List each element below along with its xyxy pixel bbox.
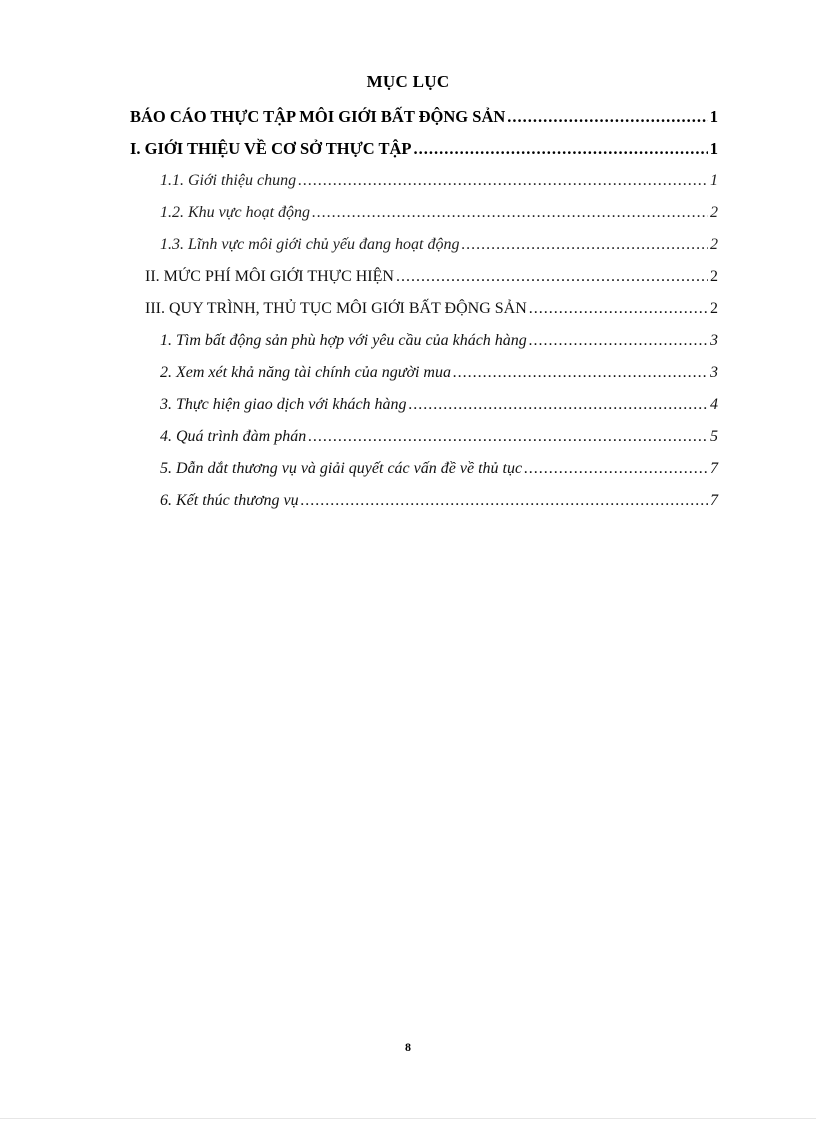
- toc-entry-label: 1.1. Giới thiệu chung: [160, 172, 297, 189]
- toc-title: MỤC LỤC: [366, 72, 450, 91]
- toc-entry-1-1[interactable]: [160, 166, 718, 196]
- toc-page-number: 7: [710, 492, 718, 509]
- toc-entry-label: 3. Thực hiện giao dịch với khách hàng: [160, 396, 407, 413]
- toc-entry-label: 5. Dẫn dắt thương vụ và giải quyết các vấn đề về thủ tục: [160, 460, 523, 477]
- toc-leader-dots: [308, 422, 708, 452]
- toc-page-number: 1: [709, 139, 718, 158]
- toc-page-number: 5: [710, 428, 718, 445]
- toc-page-number: 7: [710, 460, 718, 477]
- toc-page-number: 4: [710, 396, 718, 413]
- toc-entry-label: II. MỨC PHÍ MÔI GIỚI THỰC HIỆN: [145, 268, 394, 285]
- toc-leader-dots: [453, 358, 708, 388]
- toc-entry-label: 1.3. Lĩnh vực môi giới chủ yếu đang hoạt động: [160, 236, 460, 253]
- toc-entry-label: BÁO CÁO THỰC TẬP MÔI GIỚI BẤT ĐỘNG SẢN: [130, 107, 506, 126]
- page-bottom-edge: [0, 1118, 816, 1119]
- toc-entry-3-5[interactable]: [160, 454, 718, 484]
- toc-leader-dots: [461, 230, 708, 260]
- toc-entry-1-2[interactable]: [160, 198, 718, 228]
- toc-page-number: 3: [710, 332, 718, 349]
- toc-leader-dots: [414, 134, 708, 164]
- toc-entry-label: 2. Xem xét khả năng tài chính của người mua: [160, 364, 451, 381]
- toc-page-number: 1: [709, 107, 718, 126]
- toc-entry-1-3[interactable]: [160, 230, 718, 260]
- toc-leader-dots: [312, 198, 708, 228]
- toc-entry-3-4[interactable]: [160, 422, 718, 452]
- toc-page-number: 2: [710, 300, 718, 317]
- toc-entry-label: 4. Quá trình đàm phán: [160, 428, 307, 445]
- toc-page-number: 3: [710, 364, 718, 381]
- toc-leader-dots: [301, 486, 708, 516]
- toc-entry-label: 6. Kết thúc thương vụ: [160, 492, 299, 509]
- toc-entry-label: III. QUY TRÌNH, THỦ TỤC MÔI GIỚI BẤT ĐỘNG SẢN: [145, 300, 527, 317]
- toc-entry-label: 1.2. Khu vực hoạt động: [160, 204, 311, 221]
- toc-entry-3-3[interactable]: [160, 390, 718, 420]
- toc-leader-dots: [507, 102, 707, 132]
- page-number: 8: [405, 1040, 411, 1054]
- toc-entry-label: I. GIỚI THIỆU VỀ CƠ SỞ THỰC TẬP: [130, 139, 412, 158]
- toc-leader-dots: [298, 166, 708, 196]
- toc-leader-dots: [409, 390, 708, 420]
- toc-page-number: 2: [710, 268, 718, 285]
- toc-entry-3-6[interactable]: [160, 486, 718, 516]
- toc-leader-dots: [524, 454, 708, 484]
- toc-page-number: 2: [710, 236, 718, 253]
- toc-leader-dots: [396, 262, 708, 292]
- toc-entry-label: 1. Tìm bất động sản phù hợp với yêu cầu của khách hàng: [160, 332, 527, 349]
- toc-entry-section-1[interactable]: [130, 134, 718, 164]
- toc-page-number: 2: [710, 204, 718, 221]
- toc-leader-dots: [529, 326, 708, 356]
- toc-entry-3-1[interactable]: [160, 326, 718, 356]
- toc-page-number: 1: [710, 172, 718, 189]
- toc-entry-3-2[interactable]: [160, 358, 718, 388]
- toc-leader-dots: [529, 294, 708, 324]
- toc-entry-section-2[interactable]: [145, 262, 718, 292]
- toc-entry-section-3[interactable]: [145, 294, 718, 324]
- toc-entry-report-title[interactable]: [130, 102, 718, 132]
